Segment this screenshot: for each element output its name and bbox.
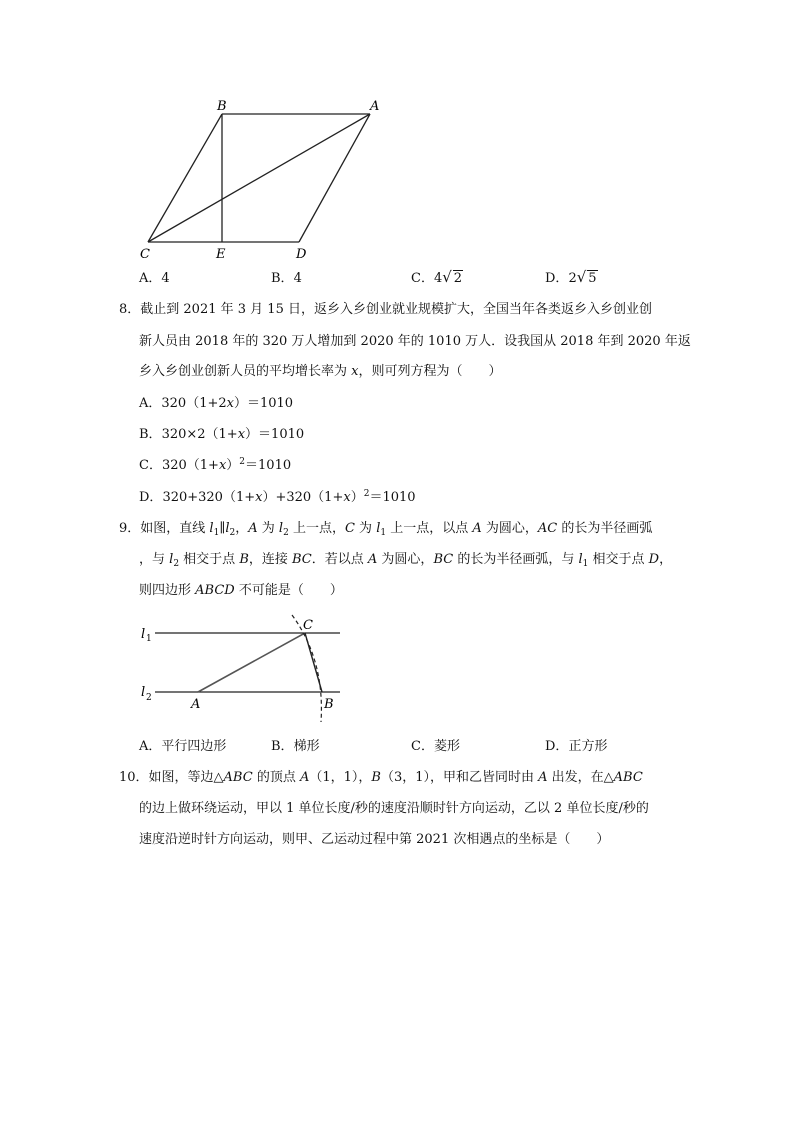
option-letter: B． xyxy=(271,739,294,754)
variable: l xyxy=(169,552,174,567)
parallel-symbol: ∥ xyxy=(219,521,226,536)
question-text: ， xyxy=(235,521,249,536)
question-text: 上一点，以点 xyxy=(386,521,473,536)
exponent: 2 xyxy=(239,457,246,467)
option-text: 320（1+2 xyxy=(161,396,227,411)
variable: B xyxy=(239,552,249,567)
option-text: ） xyxy=(350,490,364,505)
q7-option-c xyxy=(411,270,463,285)
question-number: 9． xyxy=(119,521,141,536)
label-A: A xyxy=(370,99,380,114)
option-letter: A． xyxy=(139,271,162,286)
question-text: 为 xyxy=(354,521,377,536)
variable: AC xyxy=(537,521,558,536)
variable: ABCD xyxy=(195,583,235,598)
option-text: ） xyxy=(226,458,240,473)
question-text: 乡入乡创业创新人员的平均增长率为 xyxy=(139,364,352,379)
option-letter: A． xyxy=(139,739,162,754)
option-letter: D． xyxy=(545,271,569,286)
q8-line-3 xyxy=(139,365,502,378)
variable: l xyxy=(225,521,230,536)
segment-CA xyxy=(148,114,370,242)
question-text: 为 xyxy=(257,521,279,536)
question-text: （1，1）， xyxy=(309,770,372,785)
question-text: ，则可列方程为（ ） xyxy=(358,364,502,379)
question-text: 为圆心， xyxy=(481,521,538,536)
variable: A xyxy=(299,770,310,785)
question-text: 的长为半径画弧 xyxy=(557,521,653,536)
q8-line-1 xyxy=(119,303,652,316)
question-text: 的边上做环绕运动，甲以 1 单位长度/秒的速度沿顺时针方向运动，乙以 2 单位长度/秒的 xyxy=(139,801,649,816)
q9-option-a xyxy=(139,740,226,753)
question-text: 相交于点 xyxy=(179,552,240,567)
label-C: C xyxy=(303,618,313,633)
q8-option-b xyxy=(139,428,304,441)
option-text: 菱形 xyxy=(433,739,460,754)
variable: A xyxy=(367,552,378,567)
label-B: B xyxy=(217,99,227,114)
variable: l xyxy=(578,552,583,567)
subscript: 1 xyxy=(213,528,220,538)
variable: A xyxy=(538,770,548,785)
option-radicand: 5 xyxy=(588,271,597,286)
question-text: 上一点， xyxy=(288,521,345,536)
option-text: ）＝1010 xyxy=(245,427,305,442)
variable: B xyxy=(371,770,381,785)
variable: ABC xyxy=(613,770,643,785)
sqrt-symbol: √ xyxy=(442,268,452,286)
label-l2-sub: 2 xyxy=(146,693,152,703)
option-text: 4 xyxy=(161,271,170,286)
question-text: 的顶点 xyxy=(252,770,300,785)
option-letter: C． xyxy=(411,739,434,754)
variable: x xyxy=(255,490,263,505)
subscript: 2 xyxy=(173,559,180,569)
question-text: 截止到 2021 年 3 月 15 日，返乡入乡创业就业规模扩大，全国当年各类返乡入乡创业创 xyxy=(140,302,652,317)
variable: l xyxy=(209,521,214,536)
option-text: 平行四边形 xyxy=(161,739,227,754)
subscript: 2 xyxy=(229,528,236,538)
q9-line-2 xyxy=(139,553,672,569)
label-C: C xyxy=(140,247,150,262)
variable: BC xyxy=(433,552,454,567)
q9-line-1 xyxy=(119,522,652,538)
label-l1-sub: 1 xyxy=(146,634,152,644)
question-text: 速度沿逆时针方向运动，则甲、乙运动过程中第 2021 次相遇点的坐标是（ ） xyxy=(139,832,610,847)
option-radicand: 2 xyxy=(453,271,463,286)
question-text: ， xyxy=(659,552,673,567)
option-text: 正方形 xyxy=(568,739,608,754)
label-l1: l xyxy=(141,627,146,642)
option-text: 梯形 xyxy=(293,739,320,754)
option-letter: B． xyxy=(271,271,294,286)
subscript: 1 xyxy=(582,559,589,569)
q7-option-d xyxy=(545,270,598,285)
option-letter: C． xyxy=(139,458,162,473)
variable: ABC xyxy=(223,770,253,785)
option-coefficient: 4 xyxy=(433,271,443,286)
option-text: 320+320（1+ xyxy=(162,490,256,505)
option-text: ）+320（1+ xyxy=(262,490,344,505)
subscript: 2 xyxy=(283,528,289,538)
q8-option-a xyxy=(139,397,293,410)
q9-line-3 xyxy=(139,584,343,597)
question-text: 的长为半径画弧，与 xyxy=(453,552,579,567)
option-letter: B． xyxy=(139,427,162,442)
option-text: ＝1010 xyxy=(245,458,292,473)
variable: x xyxy=(218,458,227,473)
variable: l xyxy=(376,521,381,536)
q10-line-3 xyxy=(139,833,609,846)
question-text: （3，1），甲和乙皆同时由 xyxy=(380,770,539,785)
question-text: ，与 xyxy=(139,552,170,567)
question-text: 如图，直线 xyxy=(140,521,210,536)
variable: x xyxy=(343,490,351,505)
option-letter: D． xyxy=(545,739,569,754)
label-l2: l xyxy=(141,685,146,700)
sqrt-symbol: √ xyxy=(576,268,587,286)
option-letter: A． xyxy=(139,396,162,411)
option-text: 320（1+ xyxy=(161,458,219,473)
q8-option-c xyxy=(139,458,291,472)
question-text: 为圆心， xyxy=(377,552,434,567)
q8-line-2 xyxy=(139,335,691,348)
label-E: E xyxy=(216,247,226,262)
variable: x xyxy=(351,364,359,379)
question-text: ，连接 xyxy=(248,552,293,567)
label-B: B xyxy=(324,697,334,712)
option-letter: C． xyxy=(411,271,434,286)
variable: D xyxy=(648,552,660,567)
segment-AD xyxy=(299,114,370,242)
option-text: ）＝1010 xyxy=(233,396,294,411)
segment-AC xyxy=(198,633,305,692)
question-text: 出发，在△ xyxy=(547,770,614,785)
exponent: 2 xyxy=(363,489,370,499)
label-D: D xyxy=(296,247,307,262)
variable: C xyxy=(344,521,355,536)
option-text: 4 xyxy=(293,271,302,286)
q9-figure xyxy=(135,610,350,725)
variable: l xyxy=(278,521,284,536)
segment-BC xyxy=(148,114,222,242)
option-text: ＝1010 xyxy=(369,490,416,505)
question-text: ．若以点 xyxy=(311,552,368,567)
question-text: 如图，等边△ xyxy=(148,770,224,785)
question-text: 不可能是（ ） xyxy=(234,583,343,598)
q10-line-2 xyxy=(139,802,649,815)
option-coefficient: 2 xyxy=(568,271,577,286)
q9-option-c xyxy=(411,740,460,753)
q7-option-a xyxy=(139,272,170,285)
variable: A xyxy=(472,521,482,536)
variable: x xyxy=(226,396,234,411)
question-text: 新人员由 2018 年的 320 万人增加到 2020 年的 1010 万人．设我国从 2018 年到 2020 年返 xyxy=(139,334,691,349)
option-letter: D． xyxy=(139,490,163,505)
q9-option-d xyxy=(545,740,607,753)
q10-line-1 xyxy=(119,771,643,784)
q8-option-d xyxy=(139,490,416,504)
question-number: 8． xyxy=(119,302,141,317)
q7-figure xyxy=(130,92,400,264)
question-text: 相交于点 xyxy=(588,552,649,567)
option-text: 320×2（1+ xyxy=(161,427,238,442)
variable: BC xyxy=(292,552,312,567)
q9-option-b xyxy=(271,740,320,753)
variable: A xyxy=(248,521,258,536)
question-text: 则四边形 xyxy=(139,583,196,598)
q7-option-b xyxy=(271,272,302,285)
question-number: 10． xyxy=(119,770,149,785)
variable: x xyxy=(237,427,246,442)
label-A: A xyxy=(191,697,201,712)
subscript: 1 xyxy=(380,528,387,538)
